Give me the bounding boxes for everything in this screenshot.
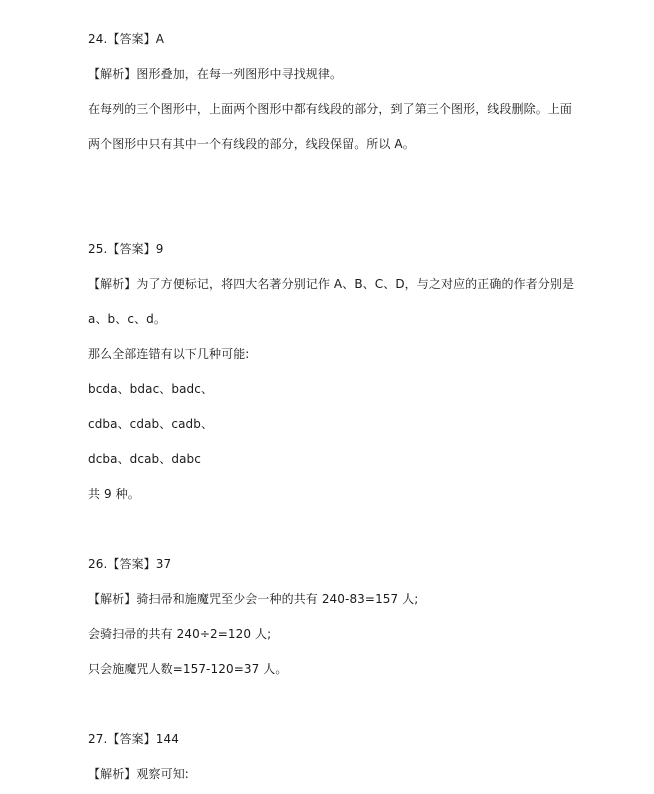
q24-line2: 两个图形中只有其中一个有线段的部分，线段保留。所以 A。	[88, 137, 415, 151]
q26-heading: 26.【答案】37	[88, 557, 172, 571]
q24-analysis: 【解析】图形叠加，在每一列图形中寻找规律。	[88, 67, 343, 81]
q26-line1: 会骑扫帚的共有 240÷2=120 人;	[88, 627, 272, 641]
q25-line5: dcba、dcab、dabc	[88, 452, 201, 466]
q24-line1: 在每列的三个图形中，上面两个图形中都有线段的部分，到了第三个图形，线段删除。上面	[88, 102, 573, 116]
q25-analysis: 【解析】为了方便标记，将四大名著分别记作 A、B、C、D，与之对应的正确的作者分别是	[88, 277, 575, 291]
q25-line6: 共 9 种。	[88, 487, 140, 501]
q26-analysis: 【解析】骑扫帚和施魔咒至少会一种的共有 240-83=157 人;	[88, 592, 419, 606]
q25-line4: cdba、cdab、cadb、	[88, 417, 214, 431]
q25-heading: 25.【答案】9	[88, 242, 164, 256]
q27-heading: 27.【答案】144	[88, 732, 179, 746]
q27-analysis: 【解析】观察可知:	[88, 767, 189, 781]
q24-heading: 24.【答案】A	[88, 32, 165, 46]
q25-line3: bcda、bdac、badc、	[88, 382, 214, 396]
q25-line1: a、b、c、d。	[88, 312, 166, 326]
q26-line2: 只会施魔咒人数=157-120=37 人。	[88, 662, 288, 676]
q25-line2: 那么全部连错有以下几种可能:	[88, 347, 250, 361]
